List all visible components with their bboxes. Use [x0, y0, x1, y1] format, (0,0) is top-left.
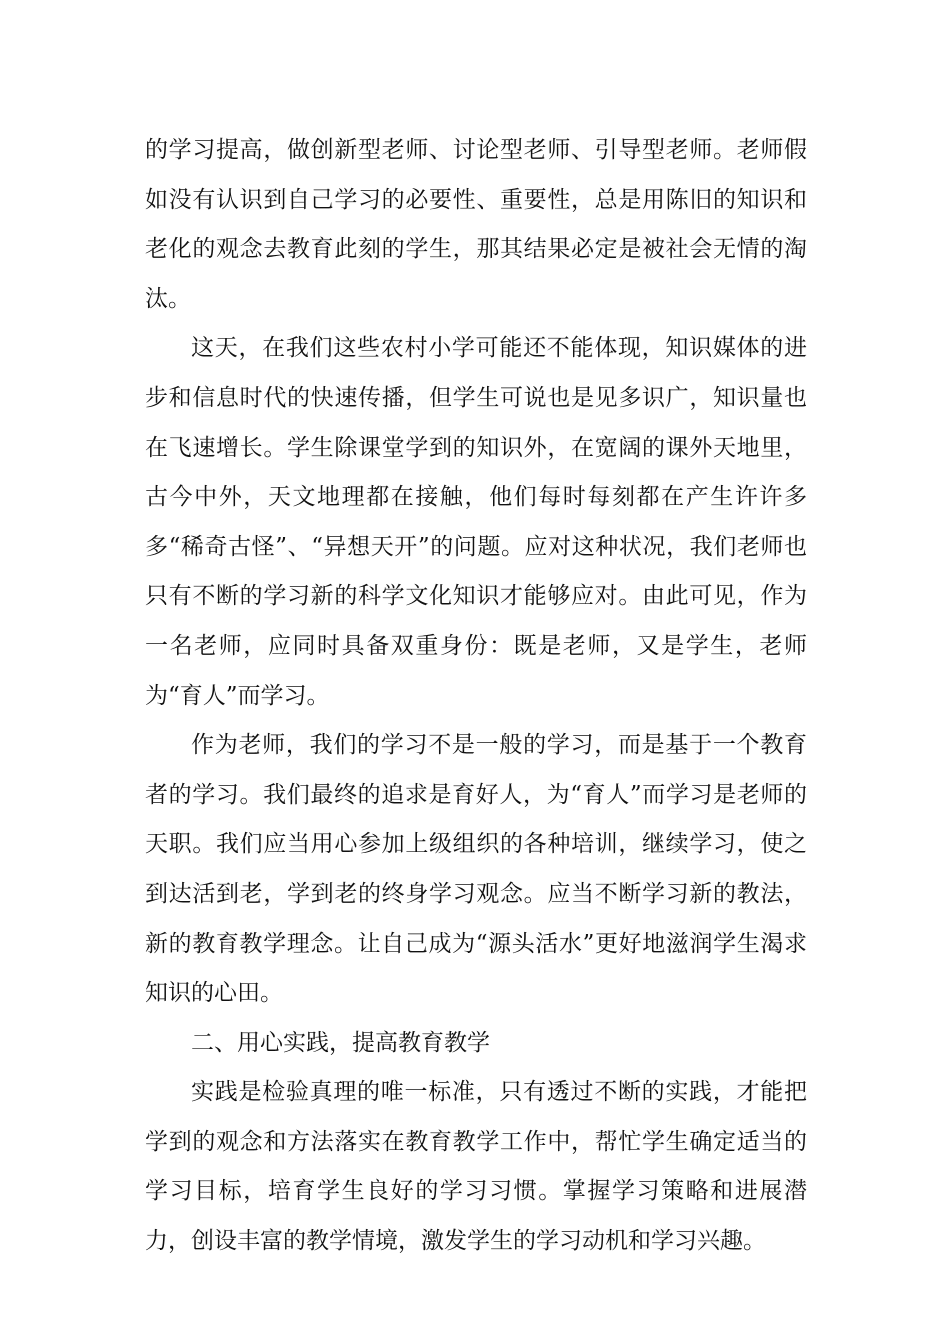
document-page [145, 126, 807, 1267]
paragraph-rural-students: 这天，在我们这些农村小学可能还不能体现，知识媒体的进步和信息时代的快速传播，但学生可说也是见多识广，知识量也在飞速增长。学生除课堂学到的知识外，在宽阔的课外天地里，古今中外，天文地理都在接触，他们每时每刻都在产生许许多多“稀奇古怪”、“异想天开”的问题。应对这种状况，我们老师也只有不断的学习新的科学文化知识才能够应对。由此可见，作为一名老师，应同时具备双重身份：既是老师，又是学生，老师为“育人”而学习。 [145, 335, 807, 709]
paragraph-teacher-learning: 作为老师，我们的学习不是一般的学习，而是基于一个教育者的学习。我们最终的追求是育好人，为“育人”而学习是老师的天职。我们应当用心参加上级组织的各种培训，继续学习，使之到达活到老，学到老的终身学习观念。应当不断学习新的教法，新的教育教学理念。让自己成为“源头活水”更好地滋润学生渴求知识的心田。 [145, 732, 807, 1007]
section-heading-practice: 二、用心实践，提高教育教学 [191, 1029, 490, 1056]
paragraph-practice: 实践是检验真理的唯一标准，只有透过不断的实践，才能把学到的观念和方法落实在教育教学工作中，帮忙学生确定适当的学习目标，培育学生良好的学习习惯。掌握学习策略和进展潜力，创设丰富的教学情境，激发学生的学习动机和学习兴趣。 [145, 1079, 807, 1255]
paragraph-continuation: 的学习提高，做创新型老师、讨论型老师、引导型老师。老师假如没有认识到自己学习的必要性、重要性，总是用陈旧的知识和老化的观念去教育此刻的学生，那其结果必定是被社会无情的淘汰。 [145, 137, 807, 312]
